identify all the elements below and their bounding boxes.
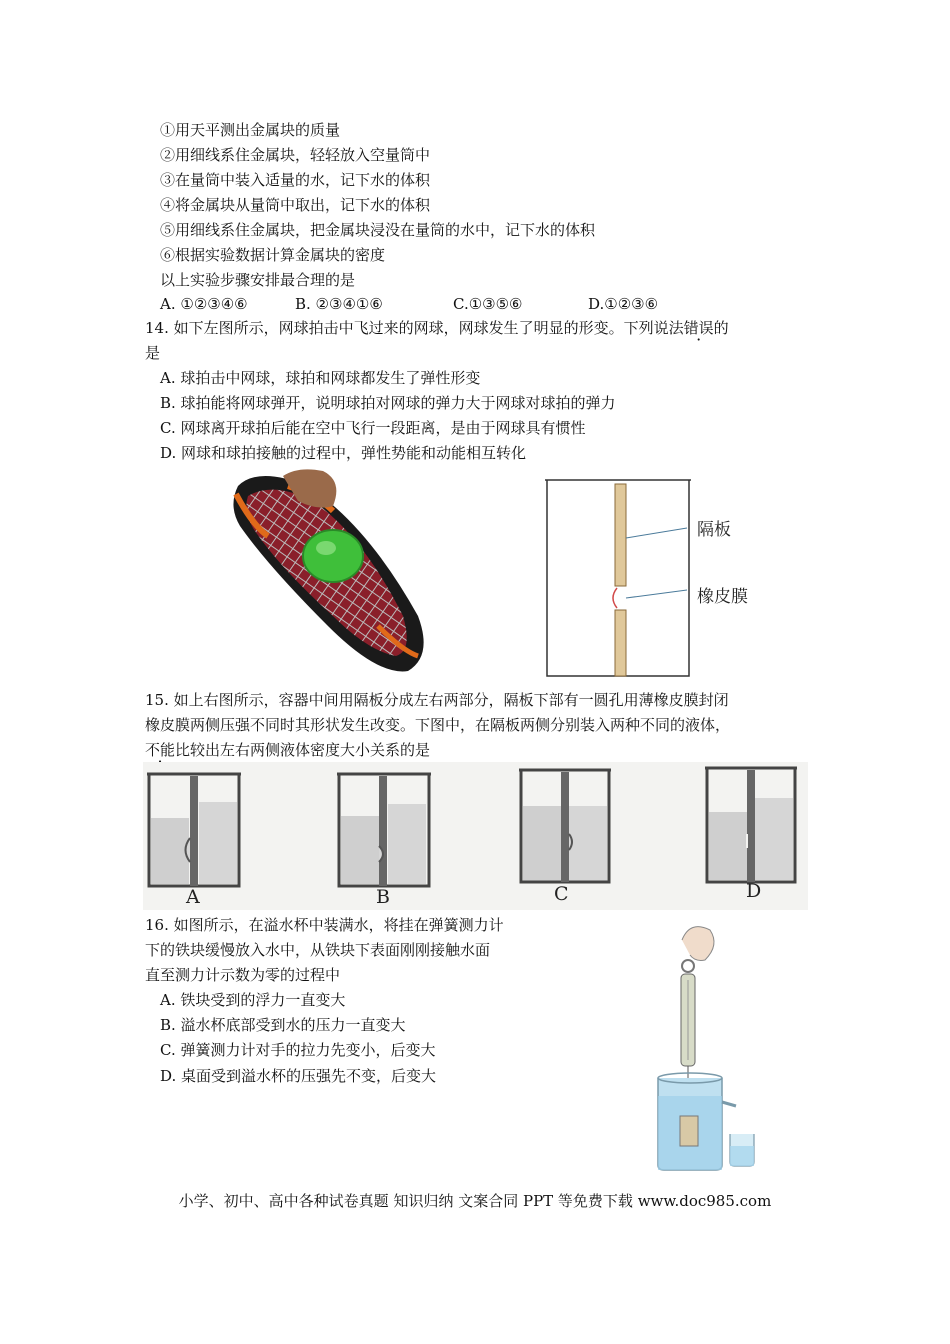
overflow-cup-figure (650, 920, 760, 1175)
q14-option-c: C. 网球离开球拍后能在空中飞行一段距离，是由于网球具有惯性 (160, 419, 586, 437)
q13-step-2: ②用细线系住金属块，轻轻放入空量筒中 (160, 146, 431, 164)
q14-stem-line2: 是 (145, 344, 161, 362)
q14-emphasis: 错误 (683, 319, 714, 337)
beaker-a-caption: A (186, 886, 200, 908)
beaker-b-caption: B (376, 886, 390, 908)
q13-step-4: ④将金属块从量筒中取出，记下水的体积 (160, 196, 431, 214)
partition-label: 隔板 (697, 520, 731, 540)
q14-stem: 14. 如下左图所示，网球拍击中飞过来的网球，网球发生了明显的形变。下列说法错误的 (145, 319, 729, 337)
tennis-racket-figure (228, 466, 433, 676)
q13-prompt: 以上实验步骤安排最合理的是 (160, 271, 356, 289)
q13-step-1: ①用天平测出金属块的质量 (160, 121, 341, 139)
beaker-d-caption: D (746, 880, 762, 902)
q13-option-a: A. ①②③④⑥ (160, 295, 248, 313)
q15-line2: 橡皮膜两侧压强不同时其形状发生改变。下图中，在隔板两侧分别装入两种不同的液体， (145, 716, 731, 734)
q13-option-b: B. ②③④①⑥ (295, 295, 383, 313)
q16-line3: 直至测力计示数为零的过程中 (145, 966, 341, 984)
q16-option-a: A. 铁块受到的浮力一直变大 (160, 991, 346, 1009)
q16-line1: 16. 如图所示，在溢水杯中装满水，将挂在弹簧测力计 (145, 916, 504, 934)
q16-line2: 下的铁块缓慢放入水中，从铁块下表面刚刚接触水面 (145, 941, 491, 959)
q13-step-6: ⑥根据实验数据计算金属块的密度 (160, 246, 386, 264)
beaker-c-caption: C (554, 883, 569, 905)
q15-line1: 15. 如上右图所示，容器中间用隔板分成左右两部分，隔板下部有一圆孔用薄橡皮膜封闭 (145, 691, 729, 709)
membrane-label: 橡皮膜 (697, 587, 748, 607)
q15-line3: 不能比较出左右两侧液体密度大小关系的是 (145, 741, 431, 759)
q14-option-a: A. 球拍击中网球，球拍和网球都发生了弹性形变 (160, 369, 481, 387)
q16-option-c: C. 弹簧测力计对手的拉力先变小，后变大 (160, 1041, 436, 1059)
q13-step-3: ③在量筒中装入适量的水，记下水的体积 (160, 171, 431, 189)
q16-option-d: D. 桌面受到溢水杯的压强先不变，后变大 (160, 1067, 437, 1085)
q14-option-d: D. 网球和球拍接触的过程中，弹性势能和动能相互转化 (160, 444, 527, 462)
q13-step-5: ⑤用细线系住金属块，把金属块浸没在量筒的水中，记下水的体积 (160, 221, 596, 239)
q13-option-d: D.①②③⑥ (588, 295, 659, 313)
q13-option-c: C.①③⑤⑥ (453, 295, 523, 313)
partition-container-figure (545, 476, 695, 678)
q15-emphasis: 不能 (145, 741, 176, 759)
q14-option-b: B. 球拍能将网球弹开，说明球拍对网球的弹力大于网球对球拍的弹力 (160, 394, 616, 412)
page-footer: 小学、初中、高中各种试卷真题 知识归纳 文案合同 PPT 等免费下载 www.doc985.com (178, 1192, 772, 1210)
q16-option-b: B. 溢水杯底部受到水的压力一直变大 (160, 1016, 406, 1034)
beakers-figure (143, 762, 808, 910)
